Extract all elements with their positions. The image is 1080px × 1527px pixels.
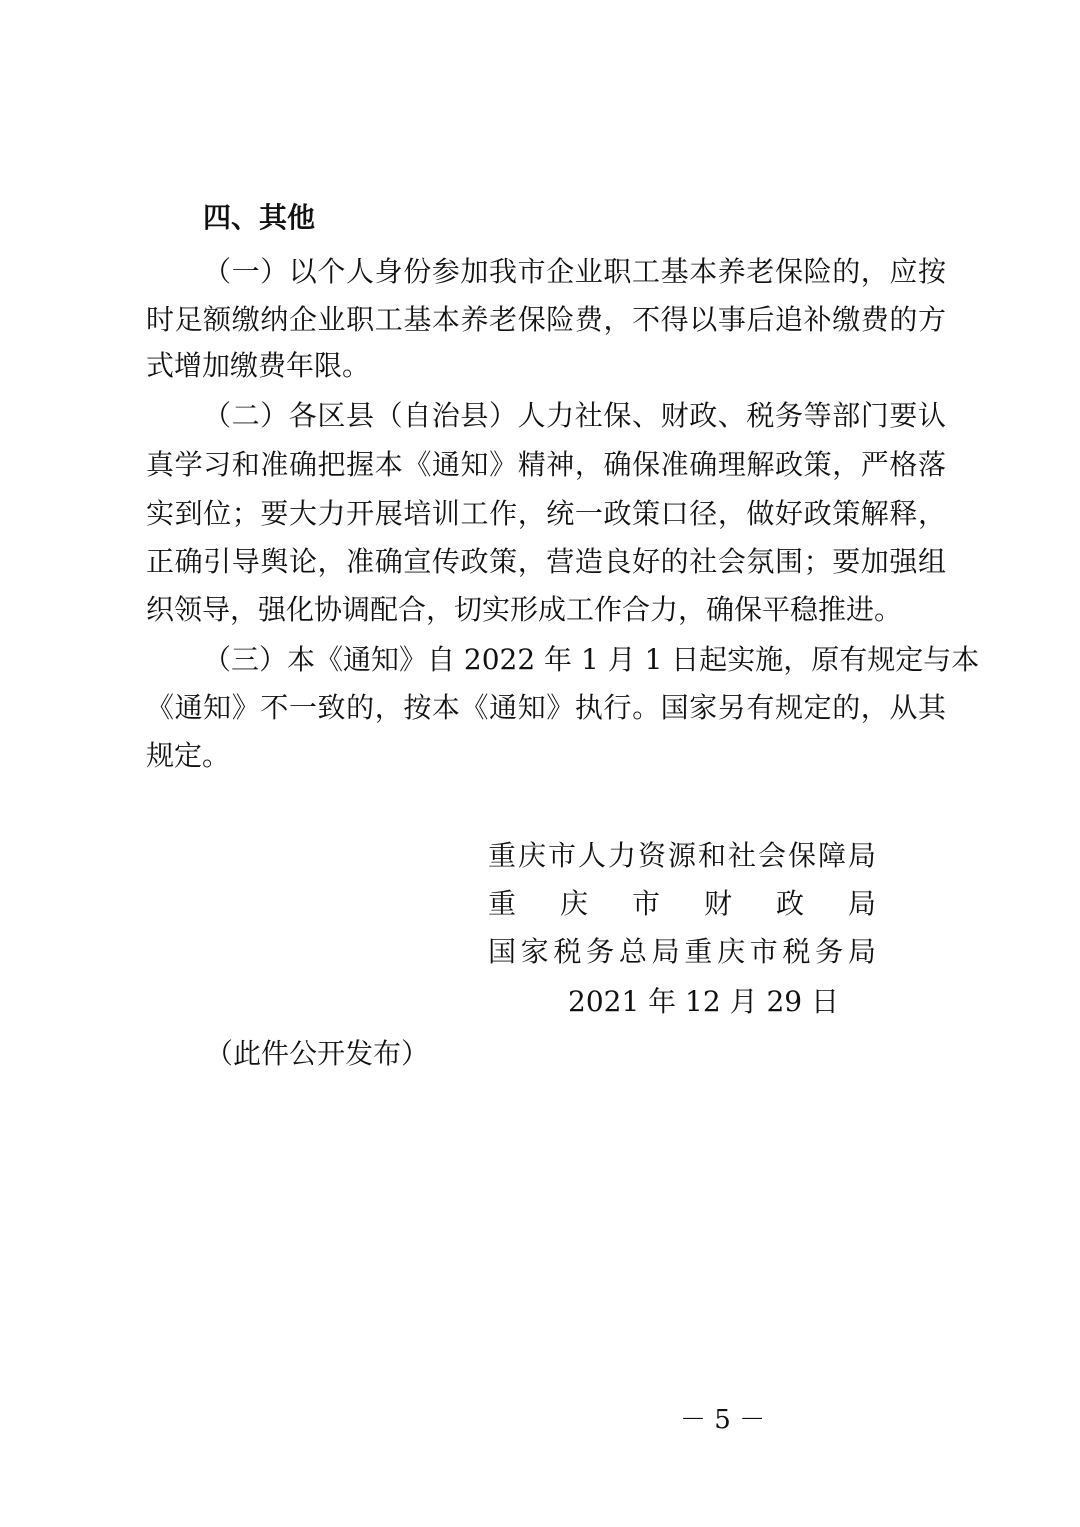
paragraph-2-line-5: 织领导，强化协调配合，切实形成工作合力，确保平稳推进。 <box>146 593 903 626</box>
issuer-tax-bureau: 国家税务总局重庆市税务局 <box>488 935 876 968</box>
paragraph-2-line-1: （二）各区县（自治县）人力社保、财政、税务等部门要认 <box>203 399 946 432</box>
issuer-hrss-bureau: 重庆市人力资源和社会保障局 <box>488 839 876 872</box>
paragraph-2-line-4: 正确引导舆论，准确宣传政策，营造良好的社会氛围；要加强组 <box>146 545 946 578</box>
issue-date: 2021 年 12 月 29 日 <box>568 985 840 1018</box>
paragraph-1-line-3: 式增加缴费年限。 <box>146 349 371 382</box>
paragraph-3-line-2: 《通知》不一致的，按本《通知》执行。国家另有规定的，从其 <box>146 691 946 724</box>
paragraph-1-line-2: 时足额缴纳企业职工基本养老保险费，不得以事后追补缴费的方 <box>146 303 946 336</box>
section-heading: 四、其他 <box>203 201 316 234</box>
paragraph-3-line-3: 规定。 <box>146 739 231 772</box>
paragraph-1-line-1: （一）以个人身份参加我市企业职工基本养老保险的，应按 <box>203 255 946 288</box>
paragraph-3-line-1: （三）本《通知》自 2022 年 1 月 1 日起实施，原有规定与本 <box>203 643 980 676</box>
page-number: － 5 － <box>680 1405 766 1435</box>
disclosure-note: （此件公开发布） <box>205 1037 430 1070</box>
issuer-finance-bureau: 重庆市财政局 <box>488 887 876 920</box>
paragraph-2-line-3: 实到位；要大力开展培训工作，统一政策口径，做好政策解释， <box>146 497 946 530</box>
paragraph-2-line-2: 真学习和准确把握本《通知》精神，确保准确理解政策，严格落 <box>146 448 946 481</box>
